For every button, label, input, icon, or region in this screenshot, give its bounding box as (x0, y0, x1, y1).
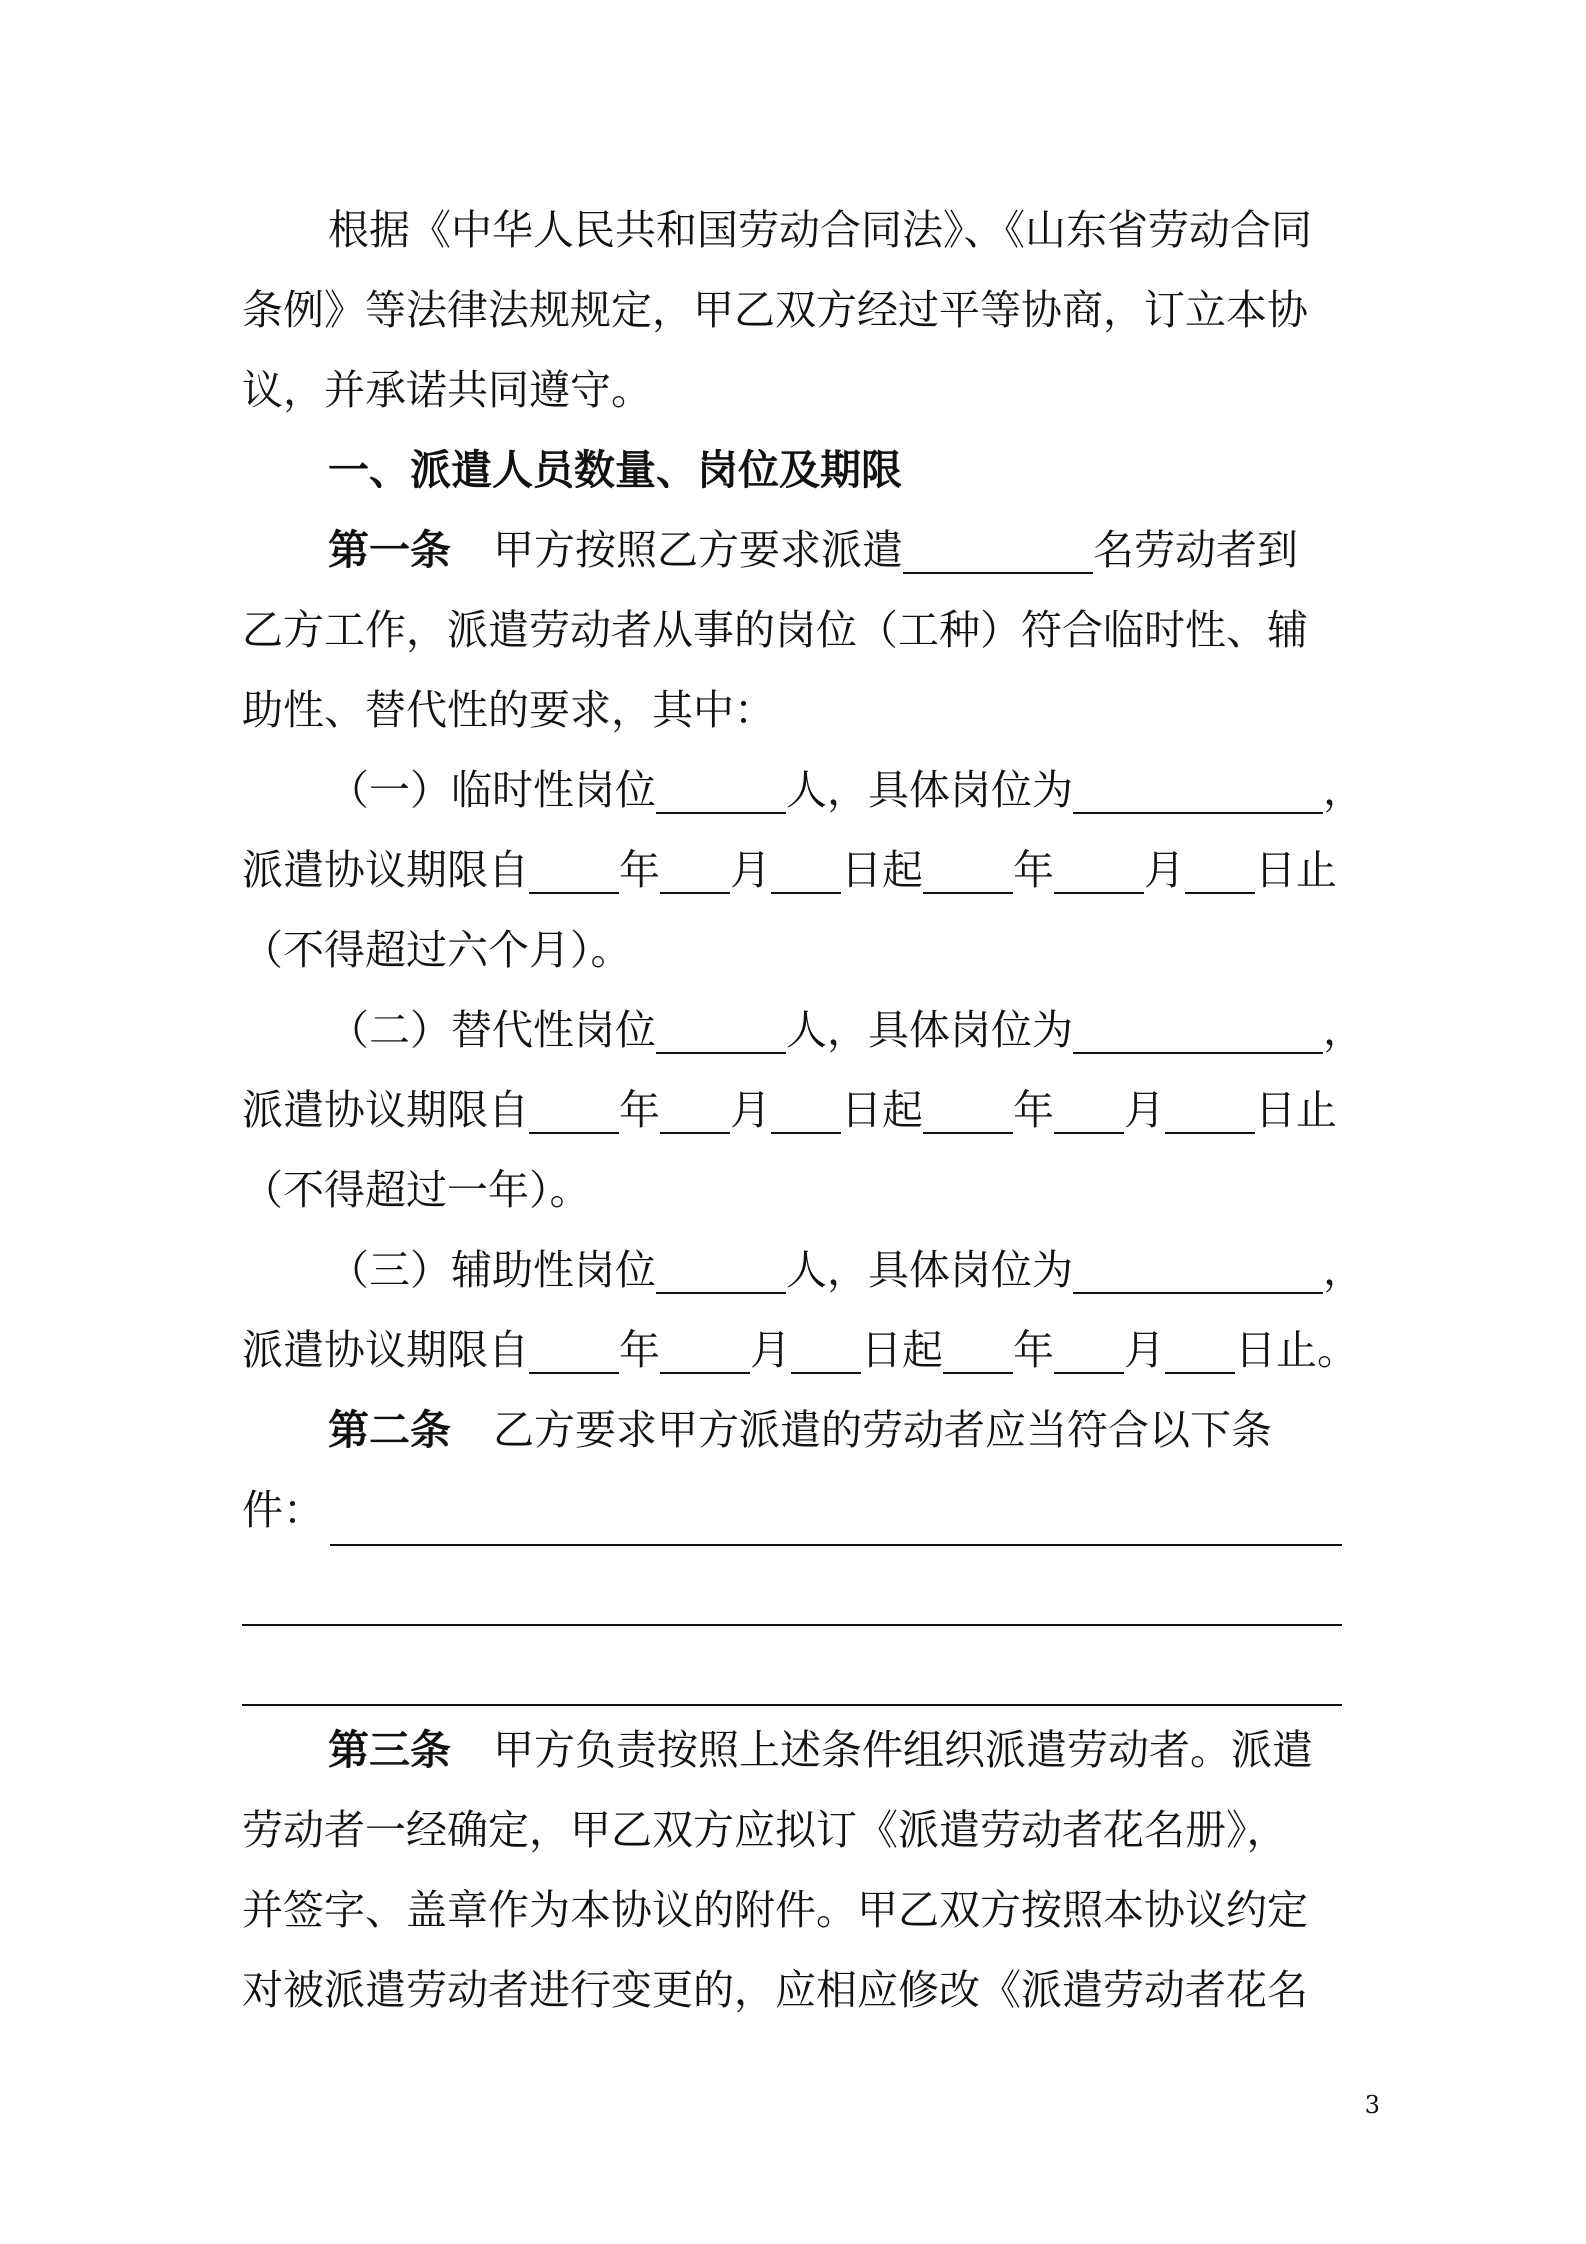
auxiliary-term-line (242, 1310, 1358, 1390)
substitute-start-day-label: 日起 (841, 1086, 923, 1134)
substitute-post-end: ， (1323, 1006, 1364, 1054)
article-3-label: 第三条 (328, 1726, 451, 1774)
substitute-post-label: （二）替代性岗位 (328, 1006, 656, 1054)
article-2-label: 第二条 (328, 1406, 451, 1454)
auxiliary-end-year-blank[interactable] (943, 1328, 1013, 1374)
auxiliary-post-label: （三）辅助性岗位 (328, 1246, 656, 1294)
substitute-end-month-label: 月 (1124, 1086, 1165, 1134)
substitute-start-month-label: 月 (730, 1086, 771, 1134)
auxiliary-start-day-blank[interactable] (791, 1328, 861, 1374)
temporary-post-unit: 人，具体岗位为 (786, 766, 1073, 814)
conditions-fill-line-2[interactable] (242, 1624, 1342, 1626)
article-1-line-2: 乙方工作，派遣劳动者从事的岗位（工种）符合临时性、辅 (242, 606, 1308, 654)
auxiliary-post-end: ， (1323, 1246, 1364, 1294)
substitute-start-day-blank[interactable] (771, 1088, 841, 1134)
substitute-end-year-blank[interactable] (923, 1088, 1013, 1134)
auxiliary-end-day-blank[interactable] (1165, 1328, 1235, 1374)
article-1-text-a: 甲方按照乙方要求派遣 (493, 526, 903, 574)
article-1-line-3: 助性、替代性的要求，其中： (242, 686, 775, 734)
worker-count-blank[interactable] (903, 528, 1093, 574)
article-2-line-2: 件： (242, 1486, 324, 1534)
auxiliary-start-month-blank[interactable] (660, 1328, 750, 1374)
temporary-end-month-blank[interactable] (1054, 848, 1144, 894)
substitute-post-unit: 人，具体岗位为 (786, 1006, 1073, 1054)
temporary-post-end: ， (1323, 766, 1364, 814)
auxiliary-post-unit: 人，具体岗位为 (786, 1246, 1073, 1294)
temporary-end-month-label: 月 (1144, 846, 1185, 894)
temporary-start-year-label: 年 (619, 846, 660, 894)
section-heading: 一、派遣人员数量、岗位及期限 (328, 446, 902, 494)
article-3-text: 甲方负责按照上述条件组织派遣劳动者。派遣 (493, 1726, 1313, 1774)
auxiliary-start-year-blank[interactable] (529, 1328, 619, 1374)
substitute-end-month-blank[interactable] (1054, 1088, 1124, 1134)
temporary-end-day-blank[interactable] (1185, 848, 1255, 894)
auxiliary-end-month-blank[interactable] (1054, 1328, 1124, 1374)
temporary-end-year-label: 年 (1013, 846, 1054, 894)
temporary-start-month-blank[interactable] (660, 848, 730, 894)
page-number: 3 (1364, 2091, 1380, 2119)
auxiliary-end-month-label: 月 (1124, 1326, 1165, 1374)
temporary-start-day-label: 日起 (841, 846, 923, 894)
substitute-term-line (242, 1070, 1352, 1150)
auxiliary-end-year-label: 年 (1013, 1326, 1054, 1374)
temporary-count-blank[interactable] (656, 768, 786, 814)
article-1-line-1 (328, 510, 1438, 590)
substitute-start-year-label: 年 (619, 1086, 660, 1134)
temporary-term-line (242, 830, 1352, 910)
temporary-post-label: （一）临时性岗位 (328, 766, 656, 814)
article-3-line-1 (328, 1710, 1438, 1790)
auxiliary-start-year-label: 年 (619, 1326, 660, 1374)
temporary-term-note: （不得超过六个月）。 (242, 926, 632, 974)
article-2-text: 乙方要求甲方派遣的劳动者应当符合以下条 (493, 1406, 1272, 1454)
auxiliary-position-blank[interactable] (1073, 1248, 1323, 1294)
auxiliary-end-day-label: 日止。 (1235, 1326, 1358, 1374)
conditions-fill-line-1[interactable] (330, 1544, 1342, 1546)
article-3-line-3: 并签字、盖章作为本协议的附件。甲乙双方按照本协议约定 (242, 1886, 1308, 1934)
intro-line-1: 根据《中华人民共和国劳动合同法》、《山东省劳动合同 (328, 206, 1312, 254)
article-3-line-4: 对被派遣劳动者进行变更的，应相应修改《派遣劳动者花名 (242, 1966, 1308, 2014)
auxiliary-post-line (328, 1230, 1438, 1310)
article-1-label: 第一条 (328, 526, 451, 574)
substitute-position-blank[interactable] (1073, 1008, 1323, 1054)
temporary-start-month-label: 月 (730, 846, 771, 894)
auxiliary-count-blank[interactable] (656, 1248, 786, 1294)
substitute-term-prefix: 派遣协议期限自 (242, 1086, 529, 1134)
intro-line-2: 条例》等法律法规规定，甲乙双方经过平等协商，订立本协 (242, 286, 1308, 334)
temporary-start-day-blank[interactable] (771, 848, 841, 894)
auxiliary-start-day-label: 日起 (861, 1326, 943, 1374)
substitute-start-month-blank[interactable] (660, 1088, 730, 1134)
temporary-end-year-blank[interactable] (923, 848, 1013, 894)
auxiliary-start-month-label: 月 (750, 1326, 791, 1374)
temporary-start-year-blank[interactable] (529, 848, 619, 894)
substitute-end-day-blank[interactable] (1165, 1088, 1255, 1134)
substitute-post-line (328, 990, 1438, 1070)
article-1-text-b: 名劳动者到 (1093, 526, 1298, 574)
temporary-position-blank[interactable] (1073, 768, 1323, 814)
temporary-term-prefix: 派遣协议期限自 (242, 846, 529, 894)
substitute-term-note: （不得超过一年）。 (242, 1166, 591, 1214)
auxiliary-term-prefix: 派遣协议期限自 (242, 1326, 529, 1374)
substitute-end-year-label: 年 (1013, 1086, 1054, 1134)
intro-line-3: 议，并承诺共同遵守。 (242, 366, 652, 414)
substitute-count-blank[interactable] (656, 1008, 786, 1054)
substitute-start-year-blank[interactable] (529, 1088, 619, 1134)
article-2-line-1 (328, 1390, 1438, 1470)
article-3-line-2: 劳动者一经确定，甲乙双方应拟订《派遣劳动者花名册》， (242, 1806, 1288, 1854)
temporary-end-day-label: 日止 (1255, 846, 1337, 894)
conditions-fill-line-3[interactable] (242, 1704, 1342, 1706)
temporary-post-line (328, 750, 1438, 830)
substitute-end-day-label: 日止 (1255, 1086, 1337, 1134)
